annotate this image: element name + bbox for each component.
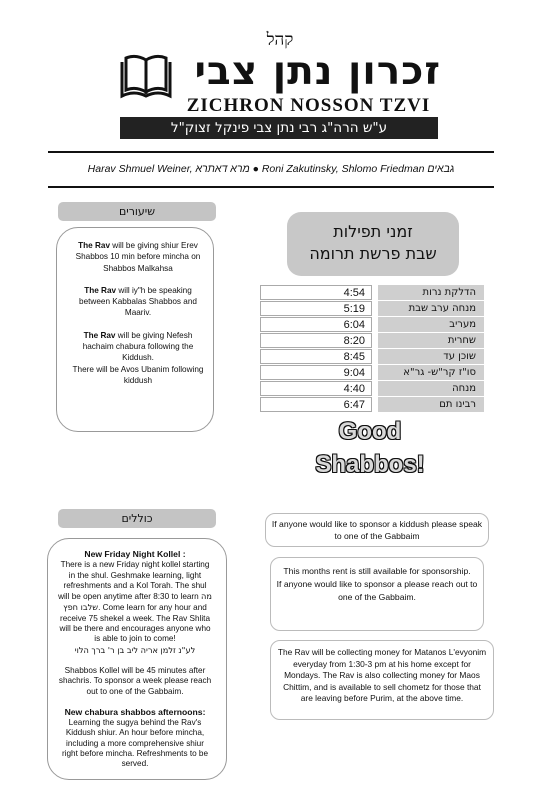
kollel-heading: New Friday Night Kollel : xyxy=(84,549,186,559)
zmanim-row xyxy=(260,301,484,317)
shiur-item: The Rav will iy"h be speaking between Kabbalas Shabbos and Maariv. xyxy=(79,285,197,318)
shul-title-hebrew: זכרון נתן צבי xyxy=(194,49,441,94)
zmanim-label: מנחה xyxy=(378,381,484,396)
parsha-title: שבת פרשת תרומה xyxy=(309,244,437,263)
zmanim-row xyxy=(260,285,484,301)
zmanim-time: 9:04 xyxy=(260,365,372,380)
zmanim-time: 6:47 xyxy=(260,397,372,412)
shiur-item: There will be Avos Ubanim following kiddush xyxy=(72,364,204,385)
zmanim-label: סו"ז קר"ש- גר"א xyxy=(378,365,484,380)
zmanim-time: 4:54 xyxy=(260,285,372,300)
zmanim-row xyxy=(260,397,484,413)
zmanim-row xyxy=(260,333,484,349)
kollelim-text xyxy=(58,549,212,780)
book-logo-icon xyxy=(118,52,174,100)
zmanim-label: הדלקת נרות xyxy=(378,285,484,300)
shiur-item: The Rav will be giving shiur Erev Shabbos 10 min before mincha on Shabbos Malkahsa xyxy=(75,241,201,273)
kahal-label: קהל xyxy=(266,30,294,50)
header-divider-bottom xyxy=(48,186,494,188)
zmanim-row xyxy=(260,365,484,381)
shabbos-text: Shabbos! xyxy=(315,451,425,478)
memorial-banner: ע"ש הרה"ג רבי נתן צבי פינקל זצוק"ל xyxy=(120,117,438,139)
header-divider-top xyxy=(48,151,494,153)
zmanim-row xyxy=(260,381,484,397)
shiurim-text xyxy=(70,240,206,397)
chabura-heading: New chabura shabbos afternoons: xyxy=(64,706,206,717)
zmanim-time: 8:45 xyxy=(260,349,372,364)
chabura-paragraph: Learning the sugya behind the Rav's Kiddush shiur. An hour before mincha, including a more comprehensive shiur right before mincha. Refreshments to be served. xyxy=(61,718,209,769)
gabbaim-line: Harav Shmuel Weiner, מרא דאתרא ● Roni Zakutinsky, Shlomo Friedman גבאים xyxy=(87,163,455,175)
matanos-notice: The Rav will be collecting money for Matanos L'evyonim everyday from 1:30-3 pm at his home except for Mondays. The Rav is also collecting money for Maos Chittim, and is available to sell chometz for those that are leaving before Purim, at the above time. xyxy=(270,640,494,720)
shiurim-heading: שיעורים xyxy=(58,202,216,221)
zmanim-row xyxy=(260,317,484,333)
shiur-item: The Rav will be giving Nefesh hachaim chabura following the Kiddush. xyxy=(82,330,194,363)
kollelim-heading: כוללים xyxy=(58,509,216,528)
zmanim-time: 6:04 xyxy=(260,317,372,332)
zmanim-label: מנחה ערב שבת xyxy=(378,301,484,316)
zmanim-label: רבינו תם xyxy=(378,397,484,412)
zmanim-title: זמני תפילות xyxy=(333,222,413,241)
zmanim-label: מעריב xyxy=(378,317,484,332)
zmanim-time: 4:40 xyxy=(260,381,372,396)
shul-title-english: ZICHRON NOSSON TZVI xyxy=(186,95,431,116)
zmanim-heading xyxy=(287,212,459,276)
kollel-paragraph: Shabbos Kollel will be 45 minutes after shachris. To sponsor a week please reach out to one of the Gabbaim. xyxy=(58,665,212,696)
zmanim-time: 8:20 xyxy=(260,333,372,348)
rent-sponsor-notice: This months rent is still available for sponsorship. If anyone would like to sponsor a please reach out to one of the Gabbaim. xyxy=(270,557,484,631)
zmanim-row xyxy=(260,349,484,365)
zmanim-label: שוכן עד xyxy=(378,349,484,364)
kollel-paragraph: There is a new Friday night kollel starting in the shul. Geshmake learning, light refreshments and a Kol Torah. The shul will be open anytime after 8:30 to learn מה שלבו חפץ. Come learn for any hour and receive 75 shekel a week. The Rav Shlita will be there and encourages anyone who is able to join to come! לע"נ זלמן אריה ליב בן ר' ברך הלוי xyxy=(58,560,212,655)
good-text: Good xyxy=(338,418,402,445)
zmanim-label: שחרית xyxy=(378,333,484,348)
zmanim-time: 5:19 xyxy=(260,301,372,316)
kiddush-sponsor-notice: If anyone would like to sponsor a kiddush please speak to one of the Gabbaim xyxy=(265,513,489,547)
